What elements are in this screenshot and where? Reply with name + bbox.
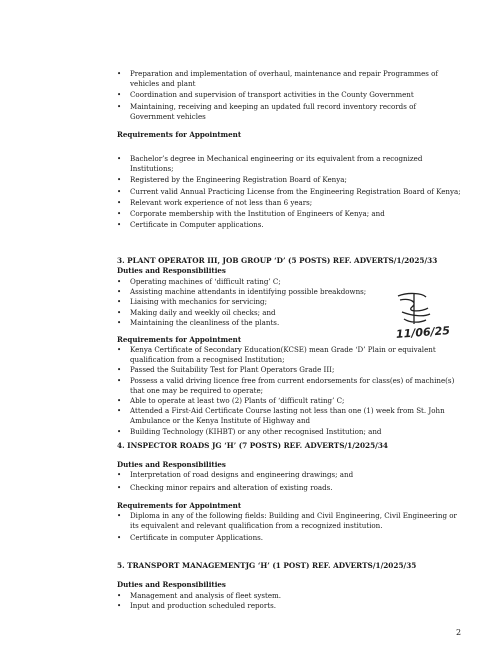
list-item: • Certificate in computer Applications. [130, 533, 460, 543]
list-item: • Input and production scheduled reports. [130, 601, 450, 611]
list-item: • Interpretation of road designs and engineering drawings; and [130, 470, 450, 480]
section-3-duties-list [130, 277, 410, 328]
section-5-title: 5. TRANSPORT MANAGEMENTJG ‘H’ (1 POST) REF. ADVERTS/1/2025/35 [117, 561, 417, 570]
list-item: • Diploma in any of the following fields: Building and Civil Engineering, Civil Engineering or its equivalent and relevant qualification from a recognized institution. [130, 511, 460, 531]
section-3-requirements-heading: Requirements for Appointment [117, 335, 242, 344]
handwritten-date: 11/06/25 [395, 324, 451, 341]
list-item: • Liaising with mechanics for servicing; [130, 297, 410, 307]
list-item: • Passed the Suitability Test for Plant Operators Grade III; [130, 365, 463, 375]
list-item: • Relevant work experience of not less than 6 years; [130, 198, 465, 208]
section-3-requirements-list [130, 345, 463, 437]
list-item: • Corporate membership with the Institution of Engineers of Kenya; and [130, 209, 465, 219]
list-item: • Coordination and supervision of transport activities in the County Government [130, 90, 460, 100]
section-5-duties-heading: Duties and Responsibilities [117, 580, 226, 589]
section-4-requirements-list [130, 511, 460, 544]
requirements-heading: Requirements for Appointment [117, 130, 242, 139]
list-item: • Possess a valid driving licence free from current endorsements for class(es) of machine(s) that one may be required to operate; [130, 376, 463, 396]
section-4-duties-list [130, 470, 450, 493]
list-item: • Assisting machine attendants in identifying possible breakdowns; [130, 287, 410, 297]
page-number: 2 [456, 628, 462, 637]
section-4-duties-heading: Duties and Responsibilities [117, 460, 226, 469]
list-item: • Bachelor’s degree in Mechanical engineering or its equivalent from a recognized Institutions; [130, 154, 465, 174]
section-3-duties-heading: Duties and Responsibilities [117, 266, 226, 275]
section-3-title: 3. PLANT OPERATOR III, JOB GROUP ‘D’ (5 POSTS) REF. ADVERTS/1/2025/33 [117, 256, 438, 265]
top-bullet-list [130, 69, 460, 122]
list-item: • Operating machines of ‘difficult rating’ C; [130, 277, 410, 287]
list-item: • Checking minor repairs and alteration of existing roads. [130, 483, 450, 493]
list-item: • Management and analysis of fleet system. [130, 591, 450, 601]
list-item: • Attended a First-Aid Certificate Course lasting not less than one (1) week from St. John Ambulance or the Kenya Institute of Highway and [130, 406, 463, 426]
list-item: • Kenya Certificate of Secondary Education(KCSE) mean Grade ‘D’ Plain or equivalent qualification from a recognised Institution; [130, 345, 463, 365]
section-4-requirements-heading: Requirements for Appointment [117, 501, 242, 510]
list-item: • Building Technology (KIHBT) or any other recognised Institution; and [130, 427, 463, 437]
list-item: • Maintaining the cleanliness of the plants. [130, 318, 410, 328]
section-4-title: 4. INSPECTOR ROADS JG ‘H’ (7 POSTS) REF. ADVERTS/1/2025/34 [117, 441, 388, 450]
list-item: • Making daily and weekly oil checks; and [130, 308, 410, 318]
list-item: • Registered by the Engineering Registration Board of Kenya; [130, 175, 465, 185]
requirements-list [130, 154, 465, 230]
list-item: • Certificate in Computer applications. [130, 220, 465, 230]
list-item: • Able to operate at least two (2) Plants of ‘difficult rating’ C; [130, 396, 463, 406]
list-item: • Current valid Annual Practicing License from the Engineering Registration Board of Kenya; [130, 187, 465, 197]
signature-mark [392, 290, 436, 328]
list-item: • Maintaining, receiving and keeping an updated full record inventory records of Government vehicles [130, 102, 460, 122]
list-item: • Preparation and implementation of overhaul, maintenance and repair Programmes of vehicles and plant [130, 69, 460, 89]
section-5-duties-list [130, 591, 450, 611]
